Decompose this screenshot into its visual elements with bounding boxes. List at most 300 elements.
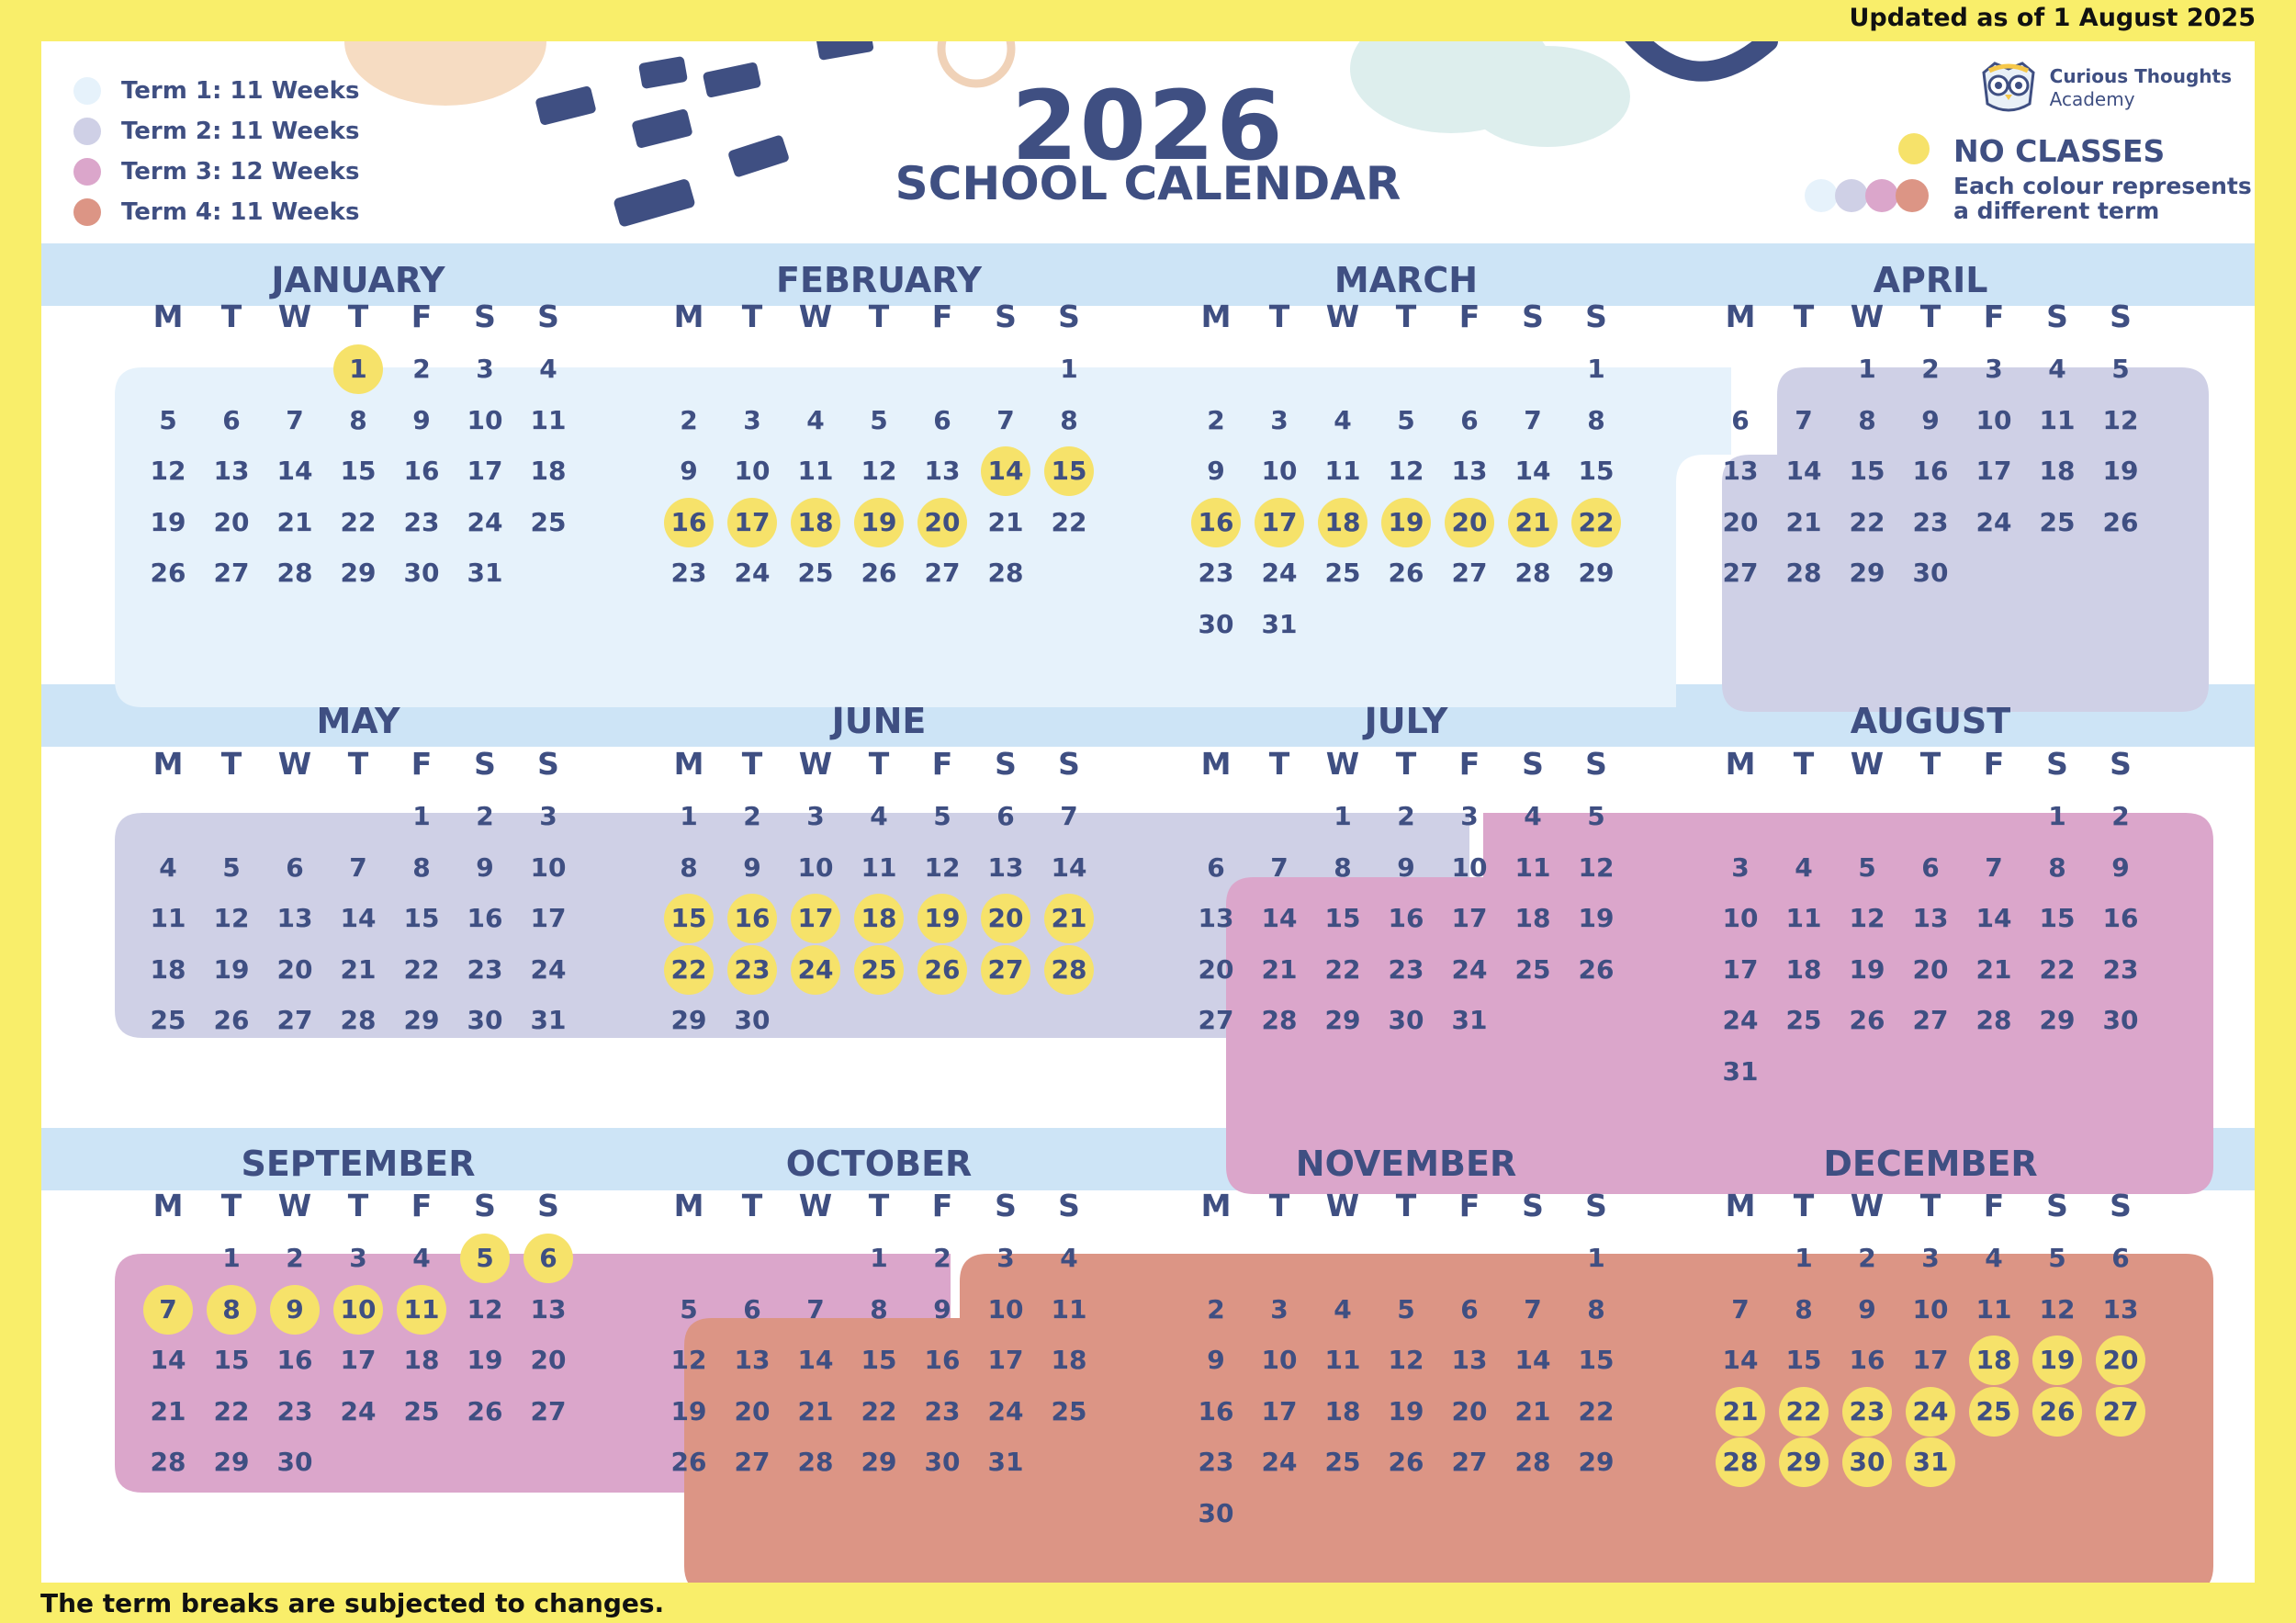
no-classes-desc-2: a different term (1953, 197, 2160, 224)
calendar-day: 13 (1722, 456, 1759, 486)
calendar-day: 11 (1975, 1293, 2012, 1324)
calendar-day: 28 (1514, 558, 1551, 588)
calendar-day: 9 (933, 1293, 951, 1324)
calendar-day: 25 (1514, 953, 1551, 985)
weekday-header: S (2046, 1188, 2068, 1223)
calendar-day: 6 (1460, 1293, 1479, 1324)
calendar-day: 13 (2102, 1293, 2139, 1324)
no-class-day: 19 (1381, 498, 1431, 547)
calendar-day: 9 (1207, 456, 1225, 486)
calendar-day: 1 (1334, 801, 1352, 831)
calendar-day: 18 (1785, 953, 1822, 985)
weekday-header: S (1522, 1188, 1544, 1223)
calendar-day: 17 (1912, 1345, 1949, 1375)
calendar-day: 3 (996, 1243, 1015, 1273)
calendar-day: 24 (734, 558, 771, 588)
calendar-day: 10 (530, 851, 567, 883)
weekday-header: S (537, 299, 559, 334)
weekday-header: M (673, 746, 704, 782)
calendar-day: 22 (1051, 506, 1087, 537)
calendar-day: 20 (1198, 953, 1234, 985)
calendar-day: 7 (1731, 1293, 1750, 1324)
calendar-day: 20 (1722, 506, 1759, 537)
calendar-day: 28 (340, 1005, 377, 1035)
calendar-day: 4 (806, 404, 825, 435)
no-class-day: 20 (981, 894, 1030, 943)
no-class-day: 11 (397, 1285, 446, 1335)
calendar-day: 30 (403, 558, 440, 588)
calendar-day: 1 (1858, 354, 1876, 384)
calendar-day: 28 (150, 1447, 186, 1477)
calendar-day: 10 (1451, 851, 1488, 883)
calendar-sheet (41, 41, 2255, 1583)
calendar-day: 9 (412, 404, 431, 435)
weekday-header: S (474, 1188, 496, 1223)
no-class-day: 26 (917, 945, 967, 995)
no-class-day: 28 (1716, 1437, 1765, 1487)
calendar-day: 8 (1587, 404, 1605, 435)
weekday-header: M (1200, 746, 1232, 782)
month-title: MARCH (1334, 260, 1479, 300)
weekday-header: W (277, 746, 312, 782)
weekday-header: T (347, 746, 369, 782)
no-class-day: 25 (854, 945, 904, 995)
calendar-day: 10 (1261, 456, 1298, 486)
month-title: MAY (316, 701, 400, 741)
calendar-day: 10 (1722, 903, 1759, 933)
brand-subtitle: Academy (2049, 88, 2135, 110)
weekday-header: W (1850, 1188, 1885, 1223)
calendar-day: 13 (1912, 903, 1949, 933)
calendar-day: 30 (734, 1005, 771, 1035)
calendar-day: 15 (213, 1345, 250, 1375)
calendar-day: 9 (680, 456, 698, 486)
calendar-day: 29 (403, 1005, 440, 1035)
no-class-day: 23 (727, 945, 777, 995)
weekday-header: M (1725, 746, 1756, 782)
calendar-day: 16 (1388, 903, 1424, 933)
calendar-day: 2 (476, 801, 494, 831)
weekday-header: F (1458, 1188, 1480, 1223)
weekday-header: T (220, 1188, 242, 1223)
calendar-day: 2 (1397, 801, 1415, 831)
calendar-day: 5 (1397, 1293, 1415, 1324)
calendar-day: 28 (1975, 1005, 2012, 1035)
calendar-day: 5 (1858, 851, 1876, 883)
calendar-day: 7 (1060, 801, 1078, 831)
calendar-day: 25 (1324, 1447, 1361, 1477)
calendar-day: 11 (1324, 456, 1361, 486)
calendar-day: 16 (1198, 1395, 1234, 1426)
calendar-day: 3 (1270, 1293, 1289, 1324)
calendar-day: 4 (412, 1243, 431, 1273)
calendar-day: 30 (2102, 1005, 2139, 1035)
weekday-header: S (1585, 746, 1607, 782)
weekday-header: T (868, 746, 890, 782)
calendar-day: 13 (530, 1293, 567, 1324)
no-class-day: 18 (854, 894, 904, 943)
weekday-header: W (1325, 746, 1360, 782)
calendar-day: 1 (1587, 354, 1605, 384)
calendar-day: 12 (670, 1345, 707, 1375)
calendar-day: 17 (1261, 1395, 1298, 1426)
calendar-day: 28 (1261, 1005, 1298, 1035)
calendar-day: 18 (403, 1345, 440, 1375)
calendar-day: 3 (1270, 404, 1289, 435)
weekday-header: M (673, 299, 704, 334)
weekday-header: M (673, 1188, 704, 1223)
calendar-day: 28 (1785, 558, 1822, 588)
calendar-day: 24 (1722, 1005, 1759, 1035)
calendar-day: 24 (1261, 558, 1298, 588)
no-class-day: 21 (1508, 498, 1558, 547)
month-title: SEPTEMBER (241, 1144, 476, 1184)
weekday-header: S (2046, 746, 2068, 782)
calendar-day: 5 (1587, 801, 1605, 831)
calendar-day: 11 (530, 404, 567, 435)
calendar-day: 1 (412, 801, 431, 831)
calendar-day: 4 (1524, 801, 1542, 831)
calendar-day: 10 (987, 1293, 1024, 1324)
calendar-day: 9 (1207, 1345, 1225, 1375)
calendar-day: 1 (2048, 801, 2066, 831)
calendar-day: 15 (1578, 456, 1615, 486)
calendar-day: 29 (670, 1005, 707, 1035)
weekday-header: F (931, 1188, 953, 1223)
calendar-day: 22 (213, 1395, 250, 1426)
calendar-day: 29 (1849, 558, 1885, 588)
legend-label: Term 2: 11 Weeks (121, 118, 360, 145)
weekday-header: T (741, 746, 763, 782)
calendar-day: 4 (159, 851, 177, 883)
weekday-header: F (411, 1188, 433, 1223)
calendar-day: 16 (924, 1345, 961, 1375)
calendar-day: 14 (797, 1345, 834, 1375)
calendar-day: 1 (1587, 1243, 1605, 1273)
calendar-day: 11 (861, 851, 897, 883)
calendar-day: 8 (1858, 404, 1876, 435)
no-class-day: 18 (791, 498, 840, 547)
calendar-day: 24 (987, 1395, 1024, 1426)
calendar-day: 27 (1198, 1005, 1234, 1035)
no-class-day: 16 (727, 894, 777, 943)
calendar-day: 8 (1587, 1293, 1605, 1324)
calendar-day: 31 (987, 1447, 1024, 1477)
no-class-day: 27 (2096, 1387, 2145, 1437)
weekday-header: T (1268, 1188, 1290, 1223)
calendar-day: 2 (933, 1243, 951, 1273)
no-class-day: 20 (2096, 1336, 2145, 1385)
calendar-day: 26 (150, 558, 186, 588)
calendar-day: 21 (150, 1395, 186, 1426)
calendar-day: 24 (340, 1395, 377, 1426)
legend-label: Term 3: 12 Weeks (121, 158, 360, 186)
calendar-day: 7 (1524, 1293, 1542, 1324)
calendar-day: 23 (1912, 506, 1949, 537)
calendar-day: 7 (286, 404, 304, 435)
calendar-day: 16 (1912, 456, 1949, 486)
no-class-day: 17 (1255, 498, 1304, 547)
no-class-day: 14 (981, 446, 1030, 496)
no-class-day: 9 (270, 1285, 320, 1335)
weekday-header: W (798, 1188, 833, 1223)
month-title: NOVEMBER (1295, 1144, 1517, 1184)
calendar-day: 30 (1198, 1497, 1234, 1528)
calendar-day: 23 (1198, 558, 1234, 588)
calendar-day: 13 (213, 456, 250, 486)
calendar-day: 1 (870, 1243, 888, 1273)
calendar-day: 20 (734, 1395, 771, 1426)
calendar-day: 24 (1975, 506, 2012, 537)
no-class-day: 27 (981, 945, 1030, 995)
calendar-day: 3 (1985, 354, 2003, 384)
calendar-day: 12 (1578, 851, 1615, 883)
calendar-day: 28 (987, 558, 1024, 588)
calendar-day: 5 (222, 851, 241, 883)
weekday-header: S (537, 746, 559, 782)
calendar-day: 12 (2039, 1293, 2076, 1324)
calendar-day: 14 (276, 456, 313, 486)
weekday-header: T (220, 746, 242, 782)
calendar-day: 20 (276, 953, 313, 985)
calendar-day: 27 (530, 1395, 567, 1426)
calendar-day: 9 (743, 851, 761, 883)
weekday-header: S (995, 299, 1017, 334)
calendar-day: 30 (924, 1447, 961, 1477)
calendar-day: 31 (1451, 1005, 1488, 1035)
calendar-day: 17 (1451, 903, 1488, 933)
calendar-day: 21 (1785, 506, 1822, 537)
calendar-day: 11 (1785, 903, 1822, 933)
calendar-day: 3 (806, 801, 825, 831)
calendar-day: 10 (1975, 404, 2012, 435)
calendar-day: 8 (1795, 1293, 1813, 1324)
no-class-day: 6 (523, 1234, 573, 1283)
calendar-day: 29 (340, 558, 377, 588)
calendar-day: 11 (1514, 851, 1551, 883)
calendar-day: 27 (1912, 1005, 1949, 1035)
calendar-day: 7 (349, 851, 367, 883)
weekday-header: F (1458, 746, 1480, 782)
no-class-day: 8 (207, 1285, 256, 1335)
no-class-day: 15 (664, 894, 714, 943)
calendar-day: 6 (222, 404, 241, 435)
weekday-header: W (1850, 299, 1885, 334)
weekday-header: F (1983, 1188, 2005, 1223)
weekday-header: S (995, 1188, 1017, 1223)
weekday-header: T (220, 299, 242, 334)
calendar-day: 10 (1261, 1345, 1298, 1375)
calendar-day: 18 (1051, 1345, 1087, 1375)
calendar-day: 24 (530, 953, 567, 985)
calendar-day: 30 (1198, 608, 1234, 639)
month-title: OCTOBER (785, 1144, 973, 1184)
weekday-header: F (1983, 299, 2005, 334)
calendar-day: 19 (1388, 1395, 1424, 1426)
calendar-day: 21 (1261, 953, 1298, 985)
weekday-header: T (1793, 299, 1815, 334)
calendar-day: 3 (476, 354, 494, 384)
calendar-day: 22 (1849, 506, 1885, 537)
calendar-day: 19 (467, 1345, 503, 1375)
calendar-day: 4 (1334, 404, 1352, 435)
no-class-day: 29 (1779, 1437, 1829, 1487)
calendar-day: 26 (1388, 1447, 1424, 1477)
calendar-day: 30 (467, 1005, 503, 1035)
calendar-day: 8 (412, 851, 431, 883)
calendar-day: 27 (276, 1005, 313, 1035)
calendar-day: 17 (530, 903, 567, 933)
weekday-header: T (1919, 746, 1941, 782)
calendar-day: 17 (1975, 456, 2012, 486)
calendar-day: 8 (2048, 851, 2066, 883)
calendar-day: 10 (734, 456, 771, 486)
calendar-day: 12 (861, 456, 897, 486)
calendar-day: 6 (2111, 1243, 2130, 1273)
calendar-day: 19 (213, 953, 250, 985)
calendar-day: 14 (1785, 456, 1822, 486)
calendar-day: 15 (1324, 903, 1361, 933)
calendar-day: 22 (1324, 953, 1361, 985)
calendar-day: 4 (1060, 1243, 1078, 1273)
calendar-day: 12 (150, 456, 186, 486)
calendar-day: 6 (1207, 851, 1225, 883)
calendar-day: 16 (467, 903, 503, 933)
no-classes-desc-1: Each colour represents (1953, 173, 2252, 199)
calendar-day: 10 (1912, 1293, 1949, 1324)
calendar-day: 24 (1261, 1447, 1298, 1477)
weekday-header: T (1395, 746, 1417, 782)
calendar-day: 2 (1207, 1293, 1225, 1324)
month-title: FEBRUARY (776, 260, 982, 300)
calendar-day: 12 (467, 1293, 503, 1324)
calendar-day: 16 (1849, 1345, 1885, 1375)
calendar-day: 30 (1912, 558, 1949, 588)
calendar-day: 11 (797, 456, 834, 486)
calendar-day: 19 (1849, 953, 1885, 985)
calendar-day: 19 (2102, 456, 2139, 486)
calendar-day: 13 (924, 456, 961, 486)
calendar-day: 14 (1722, 1345, 1759, 1375)
calendar-day: 21 (1514, 1395, 1551, 1426)
no-class-day: 18 (1969, 1336, 2019, 1385)
calendar-day: 2 (412, 354, 431, 384)
calendar-day: 23 (670, 558, 707, 588)
calendar-day: 21 (987, 506, 1024, 537)
calendar-day: 17 (467, 456, 503, 486)
calendar-day: 25 (1324, 558, 1361, 588)
no-class-day: 23 (1842, 1387, 1892, 1437)
calendar-day: 5 (1397, 404, 1415, 435)
month-title: AUGUST (1850, 701, 2011, 741)
month-title: APRIL (1873, 260, 1988, 300)
no-class-day: 24 (1906, 1387, 1955, 1437)
weekday-header: M (1200, 299, 1232, 334)
calendar-day: 31 (467, 558, 503, 588)
weekday-header: W (277, 299, 312, 334)
no-class-day: 30 (1842, 1437, 1892, 1487)
weekday-header: S (1522, 746, 1544, 782)
weekday-header: F (931, 746, 953, 782)
weekday-header: S (1522, 299, 1544, 334)
month-title: JULY (1364, 701, 1448, 741)
calendar-day: 5 (159, 404, 177, 435)
calendar-day: 5 (2048, 1243, 2066, 1273)
calendar-day: 15 (1785, 1345, 1822, 1375)
calendar-day: 12 (2102, 404, 2139, 435)
calendar-day: 17 (1722, 953, 1759, 985)
calendar-day: 2 (680, 404, 698, 435)
no-class-day: 22 (1571, 498, 1621, 547)
weekday-header: T (741, 299, 763, 334)
calendar-day: 12 (1388, 456, 1424, 486)
calendar-day: 13 (734, 1345, 771, 1375)
weekday-header: W (798, 746, 833, 782)
calendar-day: 2 (1858, 1243, 1876, 1273)
calendar-day: 11 (1324, 1345, 1361, 1375)
calendar-day: 17 (987, 1345, 1024, 1375)
calendar-day: 4 (1985, 1243, 2003, 1273)
weekday-header: T (347, 299, 369, 334)
weekday-header: M (152, 746, 184, 782)
no-class-day: 28 (1044, 945, 1094, 995)
calendar-day: 13 (1451, 1345, 1488, 1375)
calendar-day: 15 (861, 1345, 897, 1375)
no-class-day: 24 (791, 945, 840, 995)
calendar-day: 5 (680, 1293, 698, 1324)
calendar-day: 15 (403, 903, 440, 933)
calendar-day: 7 (806, 1293, 825, 1324)
calendar-day: 19 (150, 506, 186, 537)
calendar-day: 18 (2039, 456, 2076, 486)
no-classes-title: NO CLASSES (1953, 133, 2166, 169)
weekday-header: T (1919, 1188, 1941, 1223)
calendar-year: 2026 (1011, 70, 1285, 182)
calendar-day: 27 (924, 558, 961, 588)
calendar-day: 28 (1514, 1447, 1551, 1477)
calendar-day: 4 (2048, 354, 2066, 384)
no-class-day: 19 (917, 894, 967, 943)
calendar-day: 21 (276, 506, 313, 537)
weekday-header: T (347, 1188, 369, 1223)
calendar-day: 6 (1460, 404, 1479, 435)
weekday-header: W (1325, 1188, 1360, 1223)
calendar-day: 31 (1261, 608, 1298, 639)
calendar-day: 15 (1578, 1345, 1615, 1375)
calendar-subtitle: SCHOOL CALENDAR (895, 157, 1401, 210)
calendar-day: 12 (213, 903, 250, 933)
month-title: JUNE (831, 701, 927, 741)
no-class-day: 22 (1779, 1387, 1829, 1437)
weekday-header: T (1395, 299, 1417, 334)
calendar-day: 29 (1324, 1005, 1361, 1035)
calendar-day: 1 (680, 801, 698, 831)
weekday-header: T (868, 299, 890, 334)
calendar-day: 5 (933, 801, 951, 831)
calendar-day: 12 (1849, 903, 1885, 933)
calendar-day: 27 (1451, 558, 1488, 588)
calendar-day: 22 (1578, 1395, 1615, 1426)
calendar-day: 29 (213, 1447, 250, 1477)
calendar-day: 26 (670, 1447, 707, 1477)
calendar-day: 22 (403, 953, 440, 985)
calendar-day: 8 (680, 851, 698, 883)
calendar-day: 18 (530, 456, 567, 486)
weekday-header: F (1983, 746, 2005, 782)
calendar-day: 9 (1397, 851, 1415, 883)
no-class-day: 31 (1906, 1437, 1955, 1487)
no-class-day: 19 (2032, 1336, 2082, 1385)
